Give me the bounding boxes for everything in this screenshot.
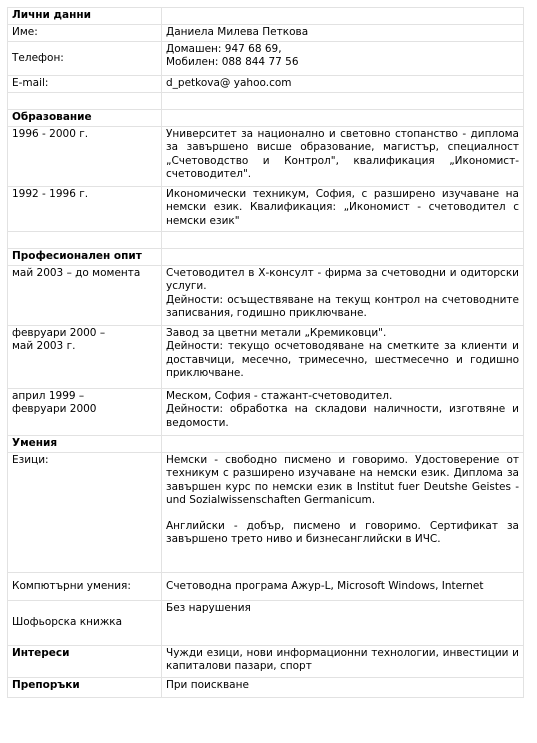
name-row bbox=[8, 25, 524, 42]
interests-row bbox=[8, 646, 524, 678]
section-heading-personal: Лични данни bbox=[8, 8, 162, 25]
section-heading-skills: Умения bbox=[8, 436, 162, 453]
education-period: 1996 - 2000 г. bbox=[8, 127, 162, 187]
driving-license-label: Шофьорска книжка bbox=[8, 601, 162, 646]
experience-period bbox=[8, 389, 162, 436]
section-personal-row bbox=[8, 8, 524, 25]
empty-cell bbox=[162, 436, 524, 453]
references-value: При поискване bbox=[162, 678, 524, 698]
name-value: Даниела Милева Петкова bbox=[162, 25, 524, 42]
interests-value: Чужди езици, нови информационни технологии, инвестиции и капиталови пазари, спорт bbox=[162, 646, 524, 678]
phone-label: Телефон: bbox=[8, 42, 162, 76]
spacer-row bbox=[8, 232, 524, 249]
experience-period bbox=[8, 326, 162, 389]
period-start: февруари 2000 – bbox=[12, 327, 106, 339]
experience-item bbox=[8, 266, 524, 326]
empty-cell bbox=[162, 93, 524, 110]
cv-table bbox=[7, 7, 524, 698]
experience-duties: Дейности: текущо осчетоводяване на сметките за клиенти и доставчици, месечно, тримесечно, шестмесечно и годишно приключване. bbox=[166, 340, 519, 379]
computer-skills-row bbox=[8, 573, 524, 601]
experience-item bbox=[8, 326, 524, 389]
section-skills-row bbox=[8, 436, 524, 453]
period-end: февруари 2000 bbox=[12, 403, 97, 416]
education-item bbox=[8, 187, 524, 232]
driving-license-value: Без нарушения bbox=[162, 601, 524, 646]
period-start: май 2003 – до момента bbox=[12, 267, 141, 279]
experience-duties: Дейности: обработка на складови наличности, изготвяне и ведомости. bbox=[166, 403, 519, 429]
experience-text bbox=[162, 389, 524, 436]
section-heading-experience: Професионален опит bbox=[8, 249, 162, 266]
experience-text bbox=[162, 266, 524, 326]
section-education-row bbox=[8, 110, 524, 127]
section-heading-references: Препоръки bbox=[8, 678, 162, 698]
education-text: Университет за национално и световно стопанство - диплома за завършено висше образование, магистър, специалност „Счетоводство и Контрол", квалификация „Икономист-счетоводител". bbox=[162, 127, 524, 187]
period-start: април 1999 – bbox=[12, 390, 85, 402]
period-end: май 2003 г. bbox=[12, 340, 76, 353]
experience-duties: Дейности: осъществяване на текущ контрол на счетоводните записвания, годишно приключване. bbox=[166, 293, 519, 319]
email-row bbox=[8, 76, 524, 93]
references-row bbox=[8, 678, 524, 698]
email-label: E-mail: bbox=[8, 76, 162, 93]
experience-role: Меском, София - стажант-счетоводител. bbox=[166, 390, 393, 402]
empty-cell bbox=[162, 249, 524, 266]
experience-period bbox=[8, 266, 162, 326]
phone-mobile: Мобилен: 088 844 77 56 bbox=[166, 56, 299, 69]
driving-license-row bbox=[8, 601, 524, 646]
experience-role: Завод за цветни метали „Кремиковци". bbox=[166, 327, 387, 339]
experience-item bbox=[8, 389, 524, 436]
empty-cell bbox=[8, 93, 162, 110]
experience-role: Счетоводител в Х-консулт - фирма за счетоводни и одиторски услуги. bbox=[166, 267, 519, 293]
languages-text bbox=[162, 453, 524, 573]
computer-skills-value: Счетоводна програма Ажур-L, Microsoft Windows, Internet bbox=[162, 573, 524, 601]
education-period: 1992 - 1996 г. bbox=[8, 187, 162, 232]
section-heading-interests: Интереси bbox=[8, 646, 162, 678]
education-item bbox=[8, 127, 524, 187]
section-experience-row bbox=[8, 249, 524, 266]
empty-cell bbox=[162, 8, 524, 25]
languages-english: Английски - добър, писмено и говоримо. Сертификат за завършено трето ниво и бизнесанглийски в ИЧС. bbox=[166, 520, 519, 546]
languages-german: Немски - свободно писмено и говоримо. Удостоверение от техникум с разширено изучаване на немски език. Диплома за завършен курс по немски език в Institut fuer Deutshe Geistes - und Sozialwissenschaften Germanicum. bbox=[166, 454, 519, 506]
computer-skills-label: Компютърни умения: bbox=[8, 573, 162, 601]
email-value: d_petkova@ yahoo.com bbox=[162, 76, 524, 93]
languages-label: Езици: bbox=[8, 453, 162, 573]
empty-cell bbox=[162, 110, 524, 127]
empty-cell bbox=[162, 232, 524, 249]
phone-row bbox=[8, 42, 524, 76]
experience-text bbox=[162, 326, 524, 389]
empty-cell bbox=[8, 232, 162, 249]
phone-value bbox=[162, 42, 524, 76]
section-heading-education: Образование bbox=[8, 110, 162, 127]
education-text: Икономически техникум, София, с разширено изучаване на немски език. Квалификация: „Икономист - счетоводител с немски език" bbox=[162, 187, 524, 232]
languages-row bbox=[8, 453, 524, 573]
name-label: Име: bbox=[8, 25, 162, 42]
phone-home: Домашен: 947 68 69, bbox=[166, 43, 282, 55]
spacer-row bbox=[8, 93, 524, 110]
